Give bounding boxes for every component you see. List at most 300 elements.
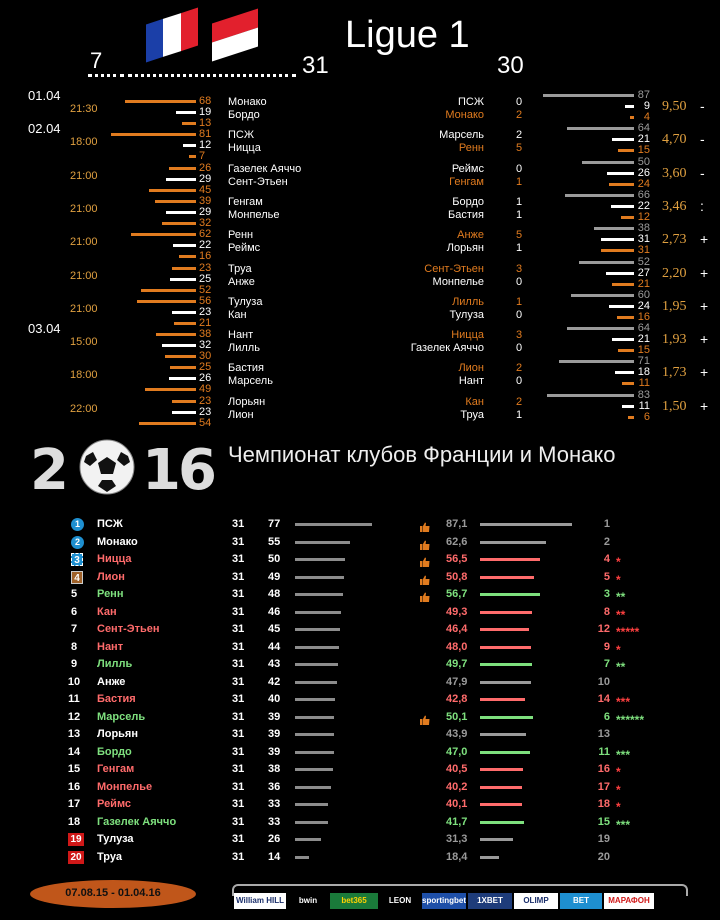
change-stars: * (616, 555, 621, 569)
points-value: 42 (268, 675, 281, 688)
result-away-team: Генгам (449, 175, 484, 188)
result-stat-value: 64 (637, 122, 650, 135)
home-stat-bar (166, 211, 196, 214)
result-home-score: 1 (516, 295, 523, 308)
home-stat-value: 23 (199, 394, 212, 407)
games-played: 31 (232, 535, 245, 548)
result-away-score: 0 (516, 308, 523, 321)
result-stat-bar (628, 416, 634, 419)
count-mid: 31 (302, 52, 329, 79)
away-team: Лион (228, 408, 254, 421)
games-played: 31 (232, 780, 245, 793)
home-stat-bar (141, 289, 196, 292)
result-stat-bar (567, 127, 634, 130)
result-stat-value: 26 (637, 166, 650, 179)
rank-value: 7 (603, 658, 610, 670)
rank-value: 5 (603, 570, 610, 583)
home-stat-value: 29 (199, 205, 212, 218)
result-away-team: Лорьян (446, 242, 484, 255)
result-stat-bar (579, 261, 634, 264)
rating-bar (480, 541, 546, 544)
change-stars: *** (616, 817, 631, 832)
position-number: 15 (67, 763, 81, 775)
points-bar (295, 716, 334, 719)
result-stat-value: 87 (637, 89, 650, 101)
rating-value: 50,8 (446, 570, 468, 583)
rating-bar (480, 821, 524, 824)
points-value: 46 (268, 605, 281, 618)
home-team: Бастия (228, 362, 264, 375)
points-bar (295, 523, 372, 526)
home-stat-bar (169, 377, 196, 380)
home-stat-bar (172, 411, 196, 414)
team-name: Нант (97, 640, 124, 653)
rank-value: 17 (597, 780, 610, 793)
result-stat-bar (607, 172, 634, 175)
result-stat-value: 21 (637, 277, 650, 290)
change-stars: * (616, 765, 621, 779)
result-home-team: Реймс (451, 162, 484, 175)
points-value: 33 (268, 815, 281, 828)
team-name: Анже (97, 675, 126, 688)
position-number: 11 (68, 693, 80, 705)
home-stat-bar (183, 144, 196, 147)
home-stat-bar (162, 222, 196, 225)
team-name: Лилль (97, 658, 133, 670)
home-stat-bar (172, 267, 196, 270)
team-name: Лорьян (97, 728, 138, 740)
home-stat-value: 13 (199, 117, 212, 129)
rating-bar (480, 733, 526, 736)
points-bar (295, 698, 335, 701)
home-stat-value: 56 (199, 294, 212, 307)
rating-value: 18,4 (446, 850, 468, 863)
rank-value: 2 (603, 535, 610, 548)
change-stars: * (616, 572, 621, 587)
home-stat-value: 49 (199, 383, 212, 396)
points-value: 26 (268, 833, 281, 845)
points-value: 48 (268, 588, 281, 600)
result-home-team: Ницца (451, 329, 484, 342)
match-time: 18:00 (70, 369, 98, 382)
rating-bar (480, 751, 530, 754)
rank-value: 9 (603, 640, 610, 653)
dotted-line-short (88, 74, 124, 77)
team-name: Труа (97, 850, 122, 863)
match-time: 18:00 (70, 136, 98, 149)
home-stat-value: 12 (199, 139, 212, 152)
result-home-team: Бордо (452, 195, 484, 208)
points-bar (295, 751, 334, 754)
home-stat-bar (174, 322, 196, 325)
result-stat-bar (622, 405, 634, 408)
home-stat-value: 62 (199, 228, 212, 241)
rating-bar (480, 838, 513, 841)
rank-value: 1 (603, 518, 610, 530)
points-value: 77 (268, 518, 281, 530)
odds-sign: + (700, 264, 709, 281)
change-stars: *** (616, 695, 631, 709)
rating-value: 40,2 (446, 780, 468, 793)
points-value: 39 (268, 728, 281, 740)
team-name: Лион (97, 570, 125, 583)
result-stat-bar (612, 338, 634, 341)
result-home-team: Анже (457, 229, 484, 242)
year-digit-6: 6 (178, 438, 217, 503)
date-label: 03.04 (28, 321, 61, 336)
position-number: 14 (67, 745, 81, 758)
home-stat-bar (165, 355, 197, 358)
result-home-score: 3 (516, 329, 523, 342)
home-stat-bar (162, 344, 196, 347)
rank-value: 11 (598, 745, 610, 758)
result-stat-value: 24 (637, 299, 650, 312)
sponsor-strip (234, 893, 686, 911)
home-stat-value: 19 (199, 106, 212, 118)
rating-bar (480, 786, 522, 789)
home-stat-bar (139, 422, 196, 425)
away-team: Лилль (228, 342, 260, 355)
home-stat-bar (125, 100, 196, 103)
rating-bar (480, 716, 533, 719)
match-time: 21:00 (70, 236, 98, 249)
result-stat-bar (582, 161, 635, 164)
result-stat-value: 21 (637, 333, 650, 346)
rating-value: 87,1 (446, 518, 468, 530)
odds-value: 1,73 (662, 365, 687, 381)
rating-bar (480, 576, 534, 579)
games-played: 31 (232, 658, 245, 670)
result-stat-bar (594, 227, 634, 230)
home-stat-value: 25 (199, 272, 212, 285)
home-stat-value: 22 (199, 239, 212, 252)
rank-value: 18 (597, 798, 610, 810)
result-stat-value: 31 (637, 244, 650, 257)
result-away-score: 1 (516, 408, 523, 421)
rank-value: 3 (603, 588, 610, 600)
team-name: Монпелье (97, 780, 153, 793)
result-home-team: Лилль (452, 295, 484, 308)
football-icon (78, 438, 136, 496)
points-bar (295, 856, 309, 859)
result-stat-value: 15 (637, 344, 650, 357)
result-away-team: Ренн (458, 142, 484, 155)
odds-value: 2,73 (662, 232, 687, 248)
rating-value: 42,8 (446, 693, 468, 705)
rank-value: 8 (603, 605, 610, 618)
result-home-team: ПСЖ (457, 96, 484, 108)
result-stat-bar (601, 238, 634, 241)
sponsor-logo: МАРАФОН (604, 893, 654, 909)
rank-value: 19 (597, 833, 610, 845)
home-stat-value: 68 (199, 95, 212, 107)
result-stat-bar (567, 327, 634, 330)
section-subtitle: Чемпионат клубов Франции и Монако (228, 442, 616, 467)
match-time: 21:00 (70, 169, 98, 182)
rating-bar (480, 646, 531, 649)
team-name: Генгам (97, 763, 135, 775)
away-team: Марсель (228, 375, 273, 388)
away-team: Ницца (228, 142, 261, 155)
home-stat-bar (173, 244, 196, 247)
team-name: ПСЖ (97, 518, 123, 530)
result-home-team: Сент-Этьен (424, 262, 484, 275)
result-stat-bar (625, 105, 634, 108)
change-stars: * (616, 782, 621, 797)
result-away-team: Монпелье (432, 275, 484, 288)
result-away-score: 1 (516, 242, 523, 255)
result-stat-value: 11 (638, 377, 650, 390)
change-stars: ** (616, 607, 626, 622)
away-team: Бордо (228, 109, 260, 121)
points-value: 33 (268, 798, 281, 810)
result-stat-value: 38 (637, 222, 650, 235)
result-away-score: 0 (516, 375, 523, 388)
rank-value: 16 (597, 763, 610, 775)
home-stat-bar (131, 233, 196, 236)
odds-value: 2,20 (662, 265, 687, 281)
home-stat-bar (170, 278, 196, 281)
result-stat-bar (630, 116, 634, 119)
home-team: Генгам (228, 195, 263, 208)
result-stat-value: 27 (637, 266, 650, 279)
points-value: 44 (268, 640, 281, 653)
result-away-score: 5 (516, 142, 523, 155)
result-stat-bar (543, 94, 634, 97)
team-name: Марсель (97, 710, 146, 723)
rating-bar (480, 611, 532, 614)
odds-value: 1,93 (662, 332, 687, 348)
result-stat-value: 6 (643, 410, 650, 423)
games-played: 31 (232, 605, 245, 618)
change-stars: ** (616, 590, 626, 604)
rating-value: 48,0 (446, 640, 468, 653)
home-stat-value: 39 (199, 194, 212, 207)
odds-sign: + (700, 297, 709, 314)
change-stars: *** (616, 747, 631, 762)
team-name: Ренн (97, 588, 124, 600)
result-home-team: Кан (465, 395, 484, 408)
home-stat-bar (166, 178, 196, 181)
thumbs-up-icon (420, 572, 430, 581)
points-bar (295, 558, 345, 561)
points-value: 40 (268, 693, 281, 705)
odds-sign: - (700, 164, 705, 181)
position-number: 9 (70, 658, 78, 670)
result-home-score: 0 (516, 162, 523, 175)
rating-bar (480, 803, 522, 806)
points-bar (295, 663, 338, 666)
home-stat-value: 25 (199, 361, 212, 374)
points-bar (295, 646, 339, 649)
games-played: 31 (232, 833, 245, 845)
home-stat-value: 29 (199, 172, 212, 185)
games-played: 31 (232, 518, 245, 530)
position-number: 5 (70, 588, 78, 600)
rank-value: 6 (603, 710, 610, 723)
home-stat-value: 32 (199, 339, 212, 352)
points-bar (295, 576, 344, 579)
result-stat-value: 50 (637, 155, 650, 168)
games-played: 31 (232, 588, 245, 600)
result-stat-bar (618, 349, 634, 352)
odds-value: 3,60 (662, 165, 687, 181)
result-home-score: 2 (516, 129, 523, 142)
home-stat-value: 30 (199, 350, 212, 363)
rating-value: 41,7 (446, 815, 468, 828)
points-value: 45 (268, 623, 281, 635)
games-played: 31 (232, 640, 245, 653)
home-stat-value: 23 (199, 405, 212, 418)
result-stat-bar (615, 371, 634, 374)
home-stat-bar (156, 333, 196, 336)
match-time: 21:30 (70, 103, 98, 115)
position-number: 7 (70, 623, 78, 635)
points-value: 36 (268, 780, 281, 793)
games-played: 31 (232, 710, 245, 723)
team-name: Реймс (97, 798, 132, 810)
result-stat-bar (621, 216, 634, 219)
result-home-score: 0 (516, 96, 523, 108)
result-stat-value: 4 (643, 111, 650, 123)
games-played: 31 (232, 623, 245, 635)
position-badge: 20 (68, 851, 84, 864)
home-stat-value: 7 (199, 150, 206, 163)
home-stat-bar (111, 133, 196, 136)
result-home-score: 2 (516, 395, 523, 408)
odds-value: 4,70 (662, 132, 687, 148)
rating-value: 43,9 (446, 728, 468, 740)
points-bar (295, 628, 340, 631)
position-number: 8 (70, 640, 78, 653)
result-stat-bar (612, 138, 634, 141)
points-value: 50 (268, 553, 281, 565)
sponsor-logo: OLIMP (514, 893, 558, 909)
result-home-team: Лион (458, 362, 484, 375)
position-number: 16 (67, 780, 81, 793)
games-played: 31 (232, 553, 245, 565)
result-away-score: 1 (516, 175, 523, 188)
team-name: Кан (97, 605, 117, 618)
home-stat-value: 23 (199, 305, 212, 318)
rating-bar (480, 856, 499, 859)
home-stat-value: 32 (199, 216, 212, 229)
home-stat-value: 45 (199, 183, 212, 196)
home-stat-bar (179, 255, 196, 258)
flag-france (146, 8, 198, 63)
match-time: 21:00 (70, 202, 98, 215)
home-team: Нант (228, 329, 254, 342)
result-stat-bar (601, 249, 634, 252)
odds-sign: + (700, 364, 709, 381)
result-away-team: Нант (458, 375, 484, 388)
result-home-score: 2 (516, 362, 523, 375)
result-stat-bar (622, 382, 634, 385)
points-bar (295, 611, 341, 614)
result-home-score: 5 (516, 229, 523, 242)
year-digit-1: 1 (142, 438, 181, 503)
home-stat-bar (182, 122, 196, 125)
position-badge: 19 (68, 833, 84, 846)
odds-sign: + (700, 231, 709, 248)
match-time: 22:00 (70, 402, 98, 415)
home-stat-value: 54 (199, 416, 212, 429)
home-stat-bar (137, 300, 196, 303)
points-bar (295, 541, 350, 544)
home-team: ПСЖ (228, 129, 255, 142)
rank-value: 20 (597, 850, 610, 863)
away-team: Сент-Этьен (228, 175, 288, 188)
points-bar (295, 768, 333, 771)
rating-value: 46,4 (446, 623, 468, 635)
rating-value: 47,0 (446, 745, 468, 758)
match-time: 21:00 (70, 302, 98, 315)
sponsor-logo: bet365 (330, 893, 378, 909)
change-stars: ***** (616, 625, 640, 639)
rank-value: 12 (597, 623, 610, 635)
away-team: Анже (228, 275, 255, 288)
page-title: Ligue 1 (345, 14, 470, 56)
points-value: 38 (268, 763, 281, 775)
odds-sign: + (700, 397, 709, 414)
rating-bar (480, 523, 572, 526)
home-stat-bar (155, 200, 196, 203)
rating-value: 47,9 (446, 675, 468, 688)
rank-value: 10 (597, 675, 610, 688)
result-stat-bar (611, 205, 634, 208)
position-number: 10 (67, 675, 81, 688)
points-value: 39 (268, 710, 281, 723)
result-stat-bar (606, 272, 634, 275)
team-name: Газелек Аяччо (97, 815, 177, 828)
result-stat-value: 71 (637, 355, 650, 368)
games-played: 31 (232, 798, 245, 810)
home-stat-value: 81 (199, 128, 212, 141)
odds-sign: : (700, 197, 704, 214)
rating-bar (480, 698, 525, 701)
date-label: 01.04 (28, 88, 61, 103)
odds-sign: + (700, 331, 709, 348)
home-stat-bar (189, 155, 196, 158)
result-stat-bar (559, 360, 634, 363)
change-stars: * (616, 642, 621, 657)
count-left: 7 (90, 48, 103, 73)
result-stat-value: 24 (637, 177, 650, 190)
result-stat-value: 83 (637, 388, 650, 401)
result-away-team: Тулуза (449, 308, 484, 321)
result-stat-value: 11 (638, 399, 650, 412)
change-stars: * (616, 800, 621, 814)
result-away-score: 0 (516, 342, 523, 355)
home-team: Труа (228, 262, 252, 275)
odds-value: 1,50 (662, 398, 687, 414)
home-stat-value: 23 (199, 261, 212, 274)
points-bar (295, 681, 337, 684)
home-team: Ренн (228, 229, 254, 242)
games-played: 31 (232, 815, 245, 828)
result-away-team: Бастия (448, 208, 484, 221)
rating-value: 40,5 (446, 763, 468, 775)
away-team: Монпелье (228, 208, 280, 221)
position-badge: 2 (71, 536, 84, 549)
points-value: 43 (268, 658, 281, 670)
rank-value: 14 (597, 693, 610, 705)
rating-bar (480, 663, 532, 666)
odds-sign: - (700, 131, 705, 148)
team-name: Бастия (97, 693, 136, 705)
home-team: Газелек Аяччо (228, 162, 302, 175)
rank-value: 4 (603, 553, 610, 565)
